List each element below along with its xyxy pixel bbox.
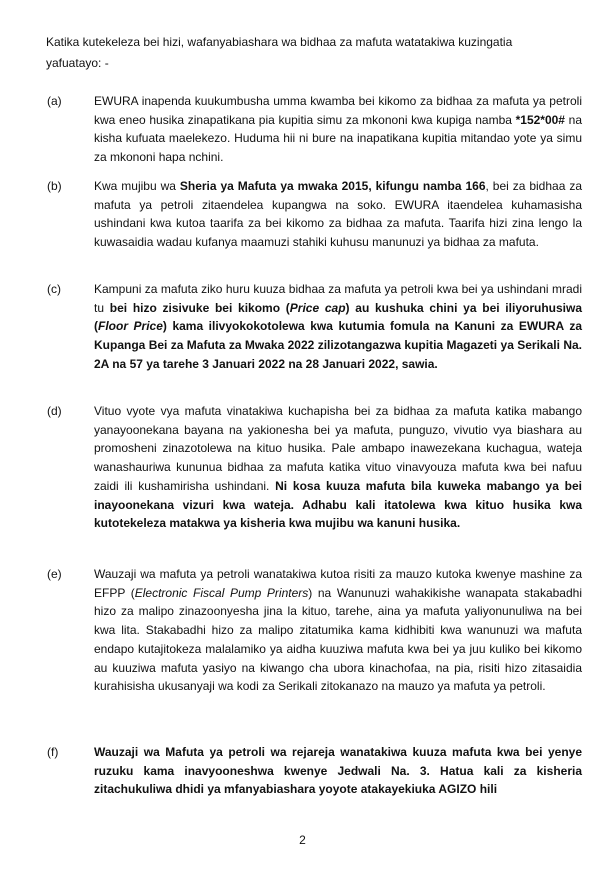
page-number: 2: [299, 833, 306, 847]
list-item-b: [47, 177, 582, 252]
item-label: (c): [47, 282, 61, 296]
item-label: (d): [47, 404, 62, 418]
item-label: (a): [47, 94, 62, 108]
item-text-normal: Vituo vyote vya mafuta vinatakiwa kuchapisha bei za bidhaa za mafuta katika mabango yanayoonekana bayana na yakionesha bei ya mafuta, punguzo, vivutio vya biashara au promosheni zinazotolewa na kituo husika. Pale ambapo inawezekana kuchagua, wateja wanashauriwa kununua bidhaa za mafuta katika vituo vinavyouza mafuta kwa bei nafuu zaidi ili kushamirisha ushindani.: [94, 404, 582, 493]
item-text-bold-italic: Floor Price: [98, 319, 163, 334]
item-text-normal: Kampuni za mafuta ziko huru kuuza bidhaa za mafuta ya petroli kwa bei ya ushindani mradi tu: [94, 282, 582, 315]
item-text-normal: Kwa mujibu wa: [94, 179, 180, 193]
item-text-normal: EWURA inapenda kuukumbusha umma kwamba bei kikomo za bidhaa za mafuta ya petroli kwa eneo husika zinapatikana pia kupitia simu za mkononi kwa kupiga namba: [94, 94, 582, 127]
item-text: [94, 92, 582, 167]
item-text-bold: Sheria ya Mafuta ya mwaka 2015, kifungu namba 166: [179, 179, 486, 193]
item-text-normal: na kisha kufuata maelekezo. Huduma hii ni bure na inapatikana kupitia mitandao yote ya simu za mkononi hapa nchini.: [94, 112, 583, 165]
item-label: (e): [47, 567, 62, 581]
list-item-f: [47, 743, 582, 799]
list-item-a: [47, 92, 583, 167]
item-text: [94, 280, 582, 374]
item-text: [94, 402, 582, 533]
item-text: [94, 743, 582, 799]
item-text-normal: ) na Wanunuzi wahakikishe wanapata stakabadhi hizo za malipo zinazoonyesha jina la kituo, tarehe, aina ya mafuta yaliyonunuliwa na bei kwa lita. Stakabadhi hizo za malipo zitatumika kama kidhibiti kwa wanunuzi wa mafuta endapo kutajitokeza malalamiko ya aidha kuuziwa mafuta kwa bei ya juu kuliko bei kikomo au kuuziwa mafuta yasiyo na kiwango cha ubora kinachofaa, na pia, risiti hizo zitasaidia kurahisisha ukusanyaji wa kodi za Serikali zitokanazo na mauzo ya mafuta ya petroli.: [94, 585, 582, 694]
list-item-e: [47, 565, 582, 696]
intro-paragraph: Katika kutekeleza bei hizi, wafanyabiashara wa bidhaa za mafuta watatakiwa kuzingatia yafuatayo: -: [46, 35, 513, 70]
list-item-c: [47, 280, 583, 374]
item-text-bold: ) kama ilivyokokotolewa kwa kutumia fomula na Kanuni za EWURA za Kupanga Bei za Mafuta za Mwaka 2022 zilizotangazwa kupitia Magazeti ya Serikali Na. 2A na 57 ya tarehe 3 Januari 2022 na 28 Januari 2022, sawia.: [94, 319, 583, 371]
item-text-italic: Electronic Fiscal Pump Printers: [134, 585, 309, 600]
item-text: [94, 177, 582, 252]
list-item-d: [47, 402, 582, 533]
item-text-bold: bei hizo zisivuke bei kikomo (: [109, 300, 290, 315]
item-label: (f): [47, 745, 59, 759]
item-text-normal: , bei za bidhaa za mafuta ya petroli zitaendelea kupangwa na soko. EWURA itaendelea kuhamasisha ushindani kwa kutoa taarifa za bei kikomo za bidhaa za mafuta. Taarifa hizi zina lengo la kuwasaidia wadau kufanya maamuzi stahiki kuhusu manunuzi ya bidhaa za mafuta.: [94, 179, 582, 250]
item-text: [94, 565, 582, 696]
item-text-bold: Wauzaji wa Mafuta ya petroli wa rejareja wanatakiwa kuuza mafuta kwa bei yenye ruzuku kama inavyooneshwa kwenye Jedwali Na. 3. Hatua kali za kisheria zitachukuliwa dhidi ya mfanyabiashara yoyote atakayekiuka AGIZO hili: [94, 745, 582, 797]
item-text-normal: Wauzaji wa mafuta ya petroli wanatakiwa kutoa risiti za mauzo kutoka kwenye mashine za EFPP (: [94, 567, 582, 600]
item-text-bold: ) au kushuka chini ya bei iliyoruhusiwa (: [94, 300, 582, 334]
item-text-bold: Ni kosa kuuza mafuta bila kuweka mabango ya bei inayoonekana vizuri kwa wateja. Adhabu kali itatolewa kwa kituo husika kwa kutotekeleza matakwa ya kisheria kwa mujibu wa kanuni husika.: [94, 478, 582, 531]
item-text-bold-italic: Price cap: [289, 300, 346, 315]
item-text-bold: *152*00#: [515, 112, 565, 127]
item-label: (b): [47, 179, 62, 193]
